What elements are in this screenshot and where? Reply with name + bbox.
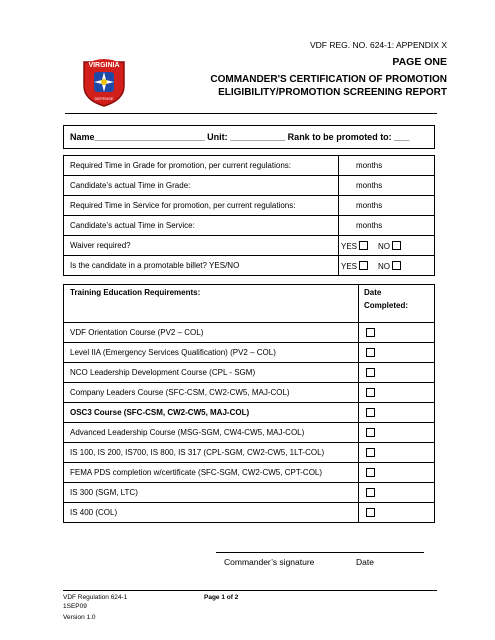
course-label: VDF Orientation Course (PV2 – COL)	[64, 323, 359, 343]
training-header: Training Education Requirements:	[64, 285, 359, 323]
title-line-1: COMMANDER'S CERTIFICATION OF PROMOTION	[210, 74, 447, 85]
header-divider	[65, 113, 437, 114]
yes-checkbox[interactable]	[359, 241, 368, 250]
no-label: NO	[378, 261, 391, 271]
footer-info	[63, 593, 127, 622]
course-label: NCO Leadership Development Course (CPL - SGM)	[64, 363, 359, 383]
no-label: NO	[378, 241, 391, 251]
months-field[interactable]: months	[339, 176, 435, 196]
course-label: IS 100, IS 200, IS700, IS 800, IS 317 (CPL-SGM, CW2-CW5, 1LT-COL)	[64, 443, 359, 463]
course-row	[64, 323, 435, 343]
date-completed-cell	[359, 423, 435, 443]
course-label: OSC3 Course (SFC-CSM, CW2-CW5, MAJ-COL)	[64, 403, 359, 423]
course-label: IS 300 (SGM, LTC)	[64, 483, 359, 503]
date-completed-cell	[359, 483, 435, 503]
page-number: Page 1 of 2	[204, 594, 239, 601]
course-row	[64, 343, 435, 363]
title-line-2: ELIGIBILITY/PROMOTION SCREENING REPORT	[218, 87, 447, 98]
yes-label: YES	[341, 261, 358, 271]
course-row	[64, 443, 435, 463]
no-checkbox[interactable]	[392, 261, 401, 270]
months-field[interactable]: months	[339, 196, 435, 216]
date-completed-cell	[359, 363, 435, 383]
date-completed-cell	[359, 443, 435, 463]
course-label: Company Leaders Course (SFC-CSM, CW2-CW5, MAJ-COL)	[64, 383, 359, 403]
course-row	[64, 503, 435, 523]
completed-checkbox[interactable]	[366, 368, 375, 377]
course-label: IS 400 (COL)	[64, 503, 359, 523]
course-label: Level IIA (Emergency Services Qualification) (PV2 – COL)	[64, 343, 359, 363]
footer-date: 1SEP09	[63, 603, 87, 610]
table-row	[64, 256, 435, 276]
completed-checkbox[interactable]	[366, 508, 375, 517]
completed-checkbox[interactable]	[366, 468, 375, 477]
name-unit-rank-field[interactable]: Name______________________ Unit: ___________ Rank to be promoted to: ___	[63, 125, 435, 149]
row-label: Waiver required?	[64, 236, 339, 256]
date-header-line-2: Completed:	[364, 301, 408, 310]
date-completed-cell	[359, 503, 435, 523]
time-requirements-table	[63, 155, 435, 276]
signature-line[interactable]	[216, 552, 424, 553]
page-label: PAGE ONE	[392, 56, 447, 68]
date-completed-cell	[359, 343, 435, 363]
completed-checkbox[interactable]	[366, 488, 375, 497]
course-row	[64, 483, 435, 503]
row-label: Is the candidate in a promotable billet? YES/NO	[64, 256, 339, 276]
row-label: Candidate’s actual Time in Grade:	[64, 176, 339, 196]
table-row	[64, 176, 435, 196]
table-row	[64, 236, 435, 256]
date-completed-cell	[359, 383, 435, 403]
virginia-logo	[80, 52, 128, 108]
course-row	[64, 363, 435, 383]
course-row	[64, 383, 435, 403]
completed-checkbox[interactable]	[366, 348, 375, 357]
course-label: FEMA PDS completion w/certificate (SFC-SGM, CW2-CW5, CPT-COL)	[64, 463, 359, 483]
course-row	[64, 403, 435, 423]
row-label: Candidate’s actual Time in Service:	[64, 216, 339, 236]
table-header-row	[64, 285, 435, 323]
training-requirements-table	[63, 284, 435, 523]
yes-no-cell	[339, 256, 435, 276]
footer-divider	[63, 590, 437, 591]
date-completed-header	[359, 285, 435, 323]
footer-version: Version 1.0	[63, 614, 96, 621]
completed-checkbox[interactable]	[366, 428, 375, 437]
completed-checkbox[interactable]	[366, 328, 375, 337]
months-field[interactable]: months	[339, 216, 435, 236]
yes-label: YES	[341, 241, 358, 251]
table-row	[64, 156, 435, 176]
completed-checkbox[interactable]	[366, 448, 375, 457]
yes-checkbox[interactable]	[359, 261, 368, 270]
row-label: Required Time in Service for promotion, per current regulations:	[64, 196, 339, 216]
svg-text:VIRGINIA: VIRGINIA	[88, 62, 120, 69]
completed-checkbox[interactable]	[366, 408, 375, 417]
date-completed-cell	[359, 323, 435, 343]
date-completed-cell	[359, 463, 435, 483]
date-header-line-1: Date	[364, 288, 382, 297]
course-label: Advanced Leadership Course (MSG-SGM, CW4-CW5, MAJ-COL)	[64, 423, 359, 443]
course-row	[64, 463, 435, 483]
yes-no-cell	[339, 236, 435, 256]
document-title	[210, 73, 447, 99]
signature-label: Commander’s signature	[224, 557, 315, 567]
footer-regulation: VDF Regulation 624-1	[63, 594, 128, 601]
course-row	[64, 423, 435, 443]
signature-date-label: Date	[356, 557, 374, 567]
months-field[interactable]: months	[339, 156, 435, 176]
row-label: Required Time in Grade for promotion, per current regulations:	[64, 156, 339, 176]
svg-text:DEFENSE: DEFENSE	[94, 96, 114, 101]
regulation-number: VDF REG. NO. 624-1: APPENDIX X	[310, 40, 447, 50]
table-row	[64, 216, 435, 236]
no-checkbox[interactable]	[392, 241, 401, 250]
completed-checkbox[interactable]	[366, 388, 375, 397]
table-row	[64, 196, 435, 216]
date-completed-cell	[359, 403, 435, 423]
